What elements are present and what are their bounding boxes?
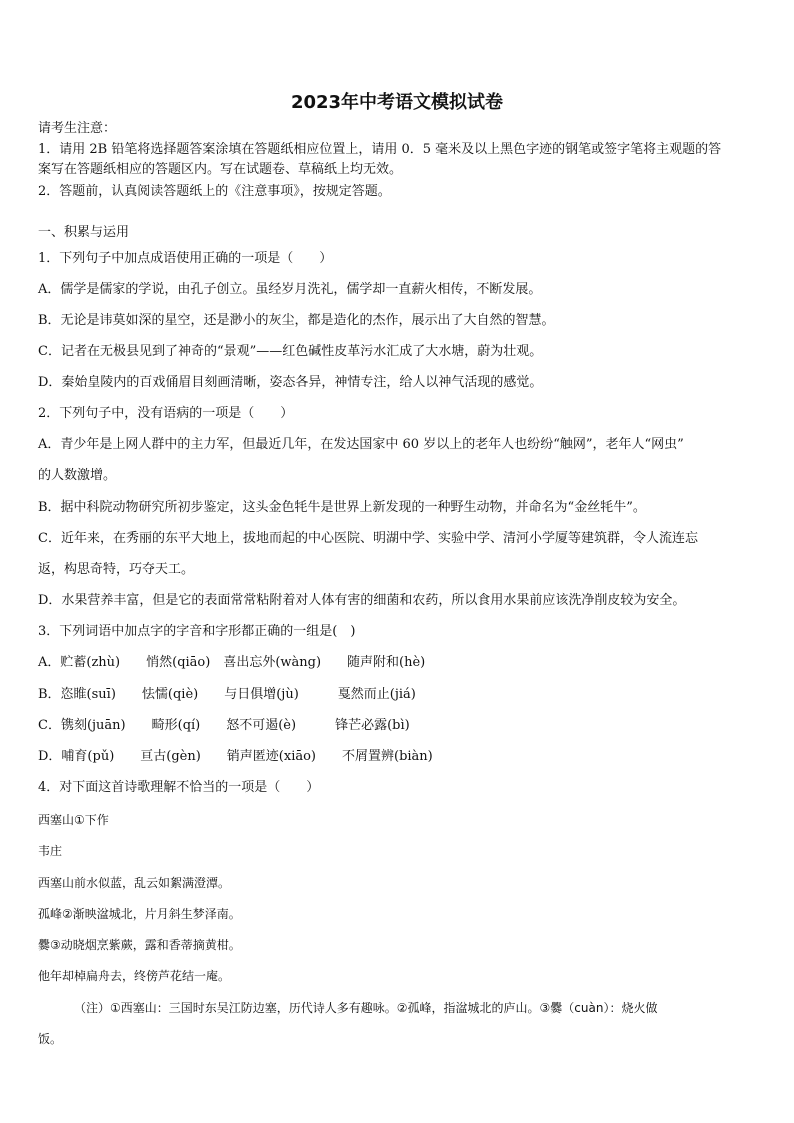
notice-heading: 请考生注意： xyxy=(38,121,117,136)
q2-option-b: B．据中科院动物研究所初步鉴定，这头金色牦牛是世界上新发现的一种野生动物，并命名为“金丝牦牛”。 xyxy=(38,500,646,515)
poem-line-2: 孤峰②渐映湓城北，片月斜生梦泽南。 xyxy=(38,907,241,921)
poem-title: 西塞山①下作 xyxy=(38,813,109,827)
notice-line-3: 2．答题前，认真阅读答题纸上的《注意事项》，按规定答题。 xyxy=(38,184,391,199)
q2-stem: 2．下列句子中，没有语病的一项是（ ） xyxy=(38,406,294,421)
q3-stem: 3．下列词语中加点字的字音和字形都正确的一组是( ) xyxy=(38,624,356,639)
poem-line-4: 他年却棹扁舟去，终傍芦花结一庵。 xyxy=(38,969,231,983)
q3-option-d: D．哺育(pǔ) 亘古(gèn) 销声匿迹(xiāo) 不屑置辨(biàn) xyxy=(38,749,433,764)
q3-option-b: B．恣睢(suī) 怯懦(qiè) 与日俱增(jù) 戛然而止(jiá) xyxy=(38,687,416,702)
q3-option-c: C．镌刻(juān) 畸形(qí) 怒不可遏(è) 锋芒必露(bì) xyxy=(38,718,410,733)
q4-stem: 4．对下面这首诗歌理解不恰当的一项是（ ） xyxy=(38,780,320,795)
poem-line-3: 爨③动晓烟烹紫蕨，露和香蒂摘黄柑。 xyxy=(38,938,241,952)
q2-option-c-line1: C．近年来，在秀丽的东平大地上，拔地而起的中心医院、明湖中学、实验中学、清河小学厦等建筑群，令人流连忘 xyxy=(38,531,698,546)
exam-title: 2023年中考语文模拟试卷 xyxy=(290,92,504,113)
q1-option-b: B．无论是讳莫如深的星空，还是渺小的灰尘，都是造化的杰作，展示出了大自然的智慧。 xyxy=(38,313,555,328)
notice-line-2: 案写在答题纸相应的答题区内。写在试题卷、草稿纸上均无效。 xyxy=(38,162,403,177)
poem-author: 韦庄 xyxy=(38,844,63,858)
poem-line-1: 西塞山前水似蓝，乱云如絮满澄潭。 xyxy=(38,876,231,890)
q2-option-a-line1: A．青少年是上网人群中的主力军，但最近几年，在发达国家中 60 岁以上的老年人也纷纷“触网”，老年人“网虫” xyxy=(38,437,684,452)
section-heading: 一、积累与运用 xyxy=(38,225,130,240)
notice-line-1: 1．请用 2B 铅笔将选择题答案涂填在答题纸相应位置上，请用 0．5 毫米及以上黑色字迹的钢笔或签字笔将主观题的答 xyxy=(38,142,722,157)
q1-option-d: D．秦始皇陵内的百戏俑眉目刻画清晰，姿态各异，神情专注，给人以神气活现的感觉。 xyxy=(38,375,543,390)
q1-stem: 1．下列句子中加点成语使用正确的一项是（ ） xyxy=(38,251,333,266)
poem-note-line2: 饭。 xyxy=(38,1032,63,1046)
q1-option-c: C．记者在无极县见到了神奇的“景观”——红色碱性皮革污水汇成了大水塘，蔚为壮观。 xyxy=(38,344,543,359)
q2-option-c-line2: 返，构思奇特，巧夺天工。 xyxy=(38,562,195,577)
q3-option-a: A．贮蓄(zhù) 悄然(qiāo) 喜出忘外(wàng) 随声附和(hè) xyxy=(38,655,426,670)
q1-option-a: A．儒学是儒家的学说，由孔子创立。虽经岁月洗礼，儒学却一直薪火相传，不断发展。 xyxy=(38,282,542,297)
poem-note-line1: （注）①西塞山：三国时东吴江防边塞，历代诗人多有趣咏。②孤峰，指湓城北的庐山。③爨（cuàn）：烧火做 xyxy=(74,1001,658,1015)
q2-option-d: D．水果营养丰富，但是它的表面常常粘附着对人体有害的细菌和农药，所以食用水果前应该洗净削皮较为安全。 xyxy=(38,593,686,608)
q2-option-a-line2: 的人数激增。 xyxy=(38,468,117,483)
